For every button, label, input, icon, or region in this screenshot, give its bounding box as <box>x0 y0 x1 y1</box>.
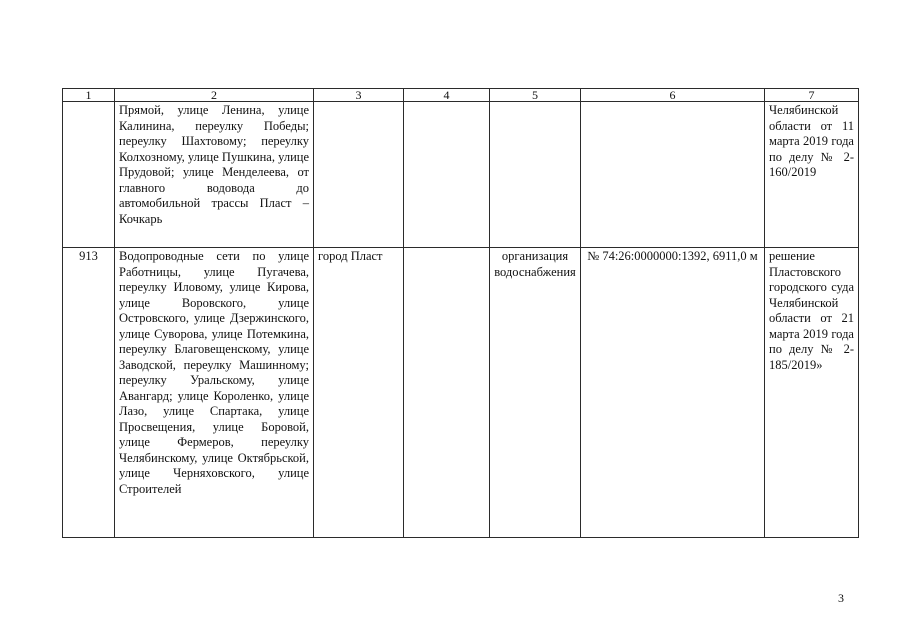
object-name-cell: Прямой, улице Ленина, улице Калинина, переулку Победы; переулку Шахтовому; переулку Колхозному, улице Пушкина, улице Прудовой; улице Менделеева, от главного водовода до автомобильной трассы Пласт – Кочкарь <box>115 102 314 248</box>
column-number: 6 <box>581 89 765 102</box>
purpose-cell: организация водоснабжения <box>490 248 581 538</box>
location-cell <box>314 102 404 248</box>
column-number: 5 <box>490 89 581 102</box>
table-row <box>63 102 859 248</box>
column-number: 3 <box>314 89 404 102</box>
cadastral-cell <box>581 102 765 248</box>
location-cell: город Пласт <box>314 248 404 538</box>
object-name-cell: Водопроводные сети по улице Работницы, улице Пугачева, переулку Иловому, улице Кирова, улице Воровского, улице Островского, улице Дзержинского, улице Суворова, улице Потемкина, переулку Благовещенскому, улице Заводской, переулку Машинному; переулку Уральскому, улице Авангард; улице Короленко, улице Лазо, улице Спартака, улице Просвещения, улице Боровой, улице Фермеров, переулку Челябинскому, улице Октябрьской, улице Черняховского, улице Строителей <box>115 248 314 538</box>
column-4-cell <box>404 248 490 538</box>
column-number: 1 <box>63 89 115 102</box>
table-row <box>63 248 859 538</box>
basis-document-cell: решение Пластовского городского суда Челябинской области от 21 марта 2019 года по делу № 2-185/2019» <box>765 248 859 538</box>
column-number-row <box>63 89 859 102</box>
column-number: 2 <box>115 89 314 102</box>
column-4-cell <box>404 102 490 248</box>
column-number: 4 <box>404 89 490 102</box>
basis-document-cell: Челябинской области от 11 марта 2019 года по делу № 2-160/2019 <box>765 102 859 248</box>
row-number-cell <box>63 102 115 248</box>
page-number: 3 <box>838 591 844 605</box>
property-register-table <box>62 88 859 538</box>
column-number: 7 <box>765 89 859 102</box>
purpose-cell <box>490 102 581 248</box>
row-number-cell: 913 <box>63 248 115 538</box>
cadastral-cell: № 74:26:0000000:1392, 6911,0 м <box>581 248 765 538</box>
